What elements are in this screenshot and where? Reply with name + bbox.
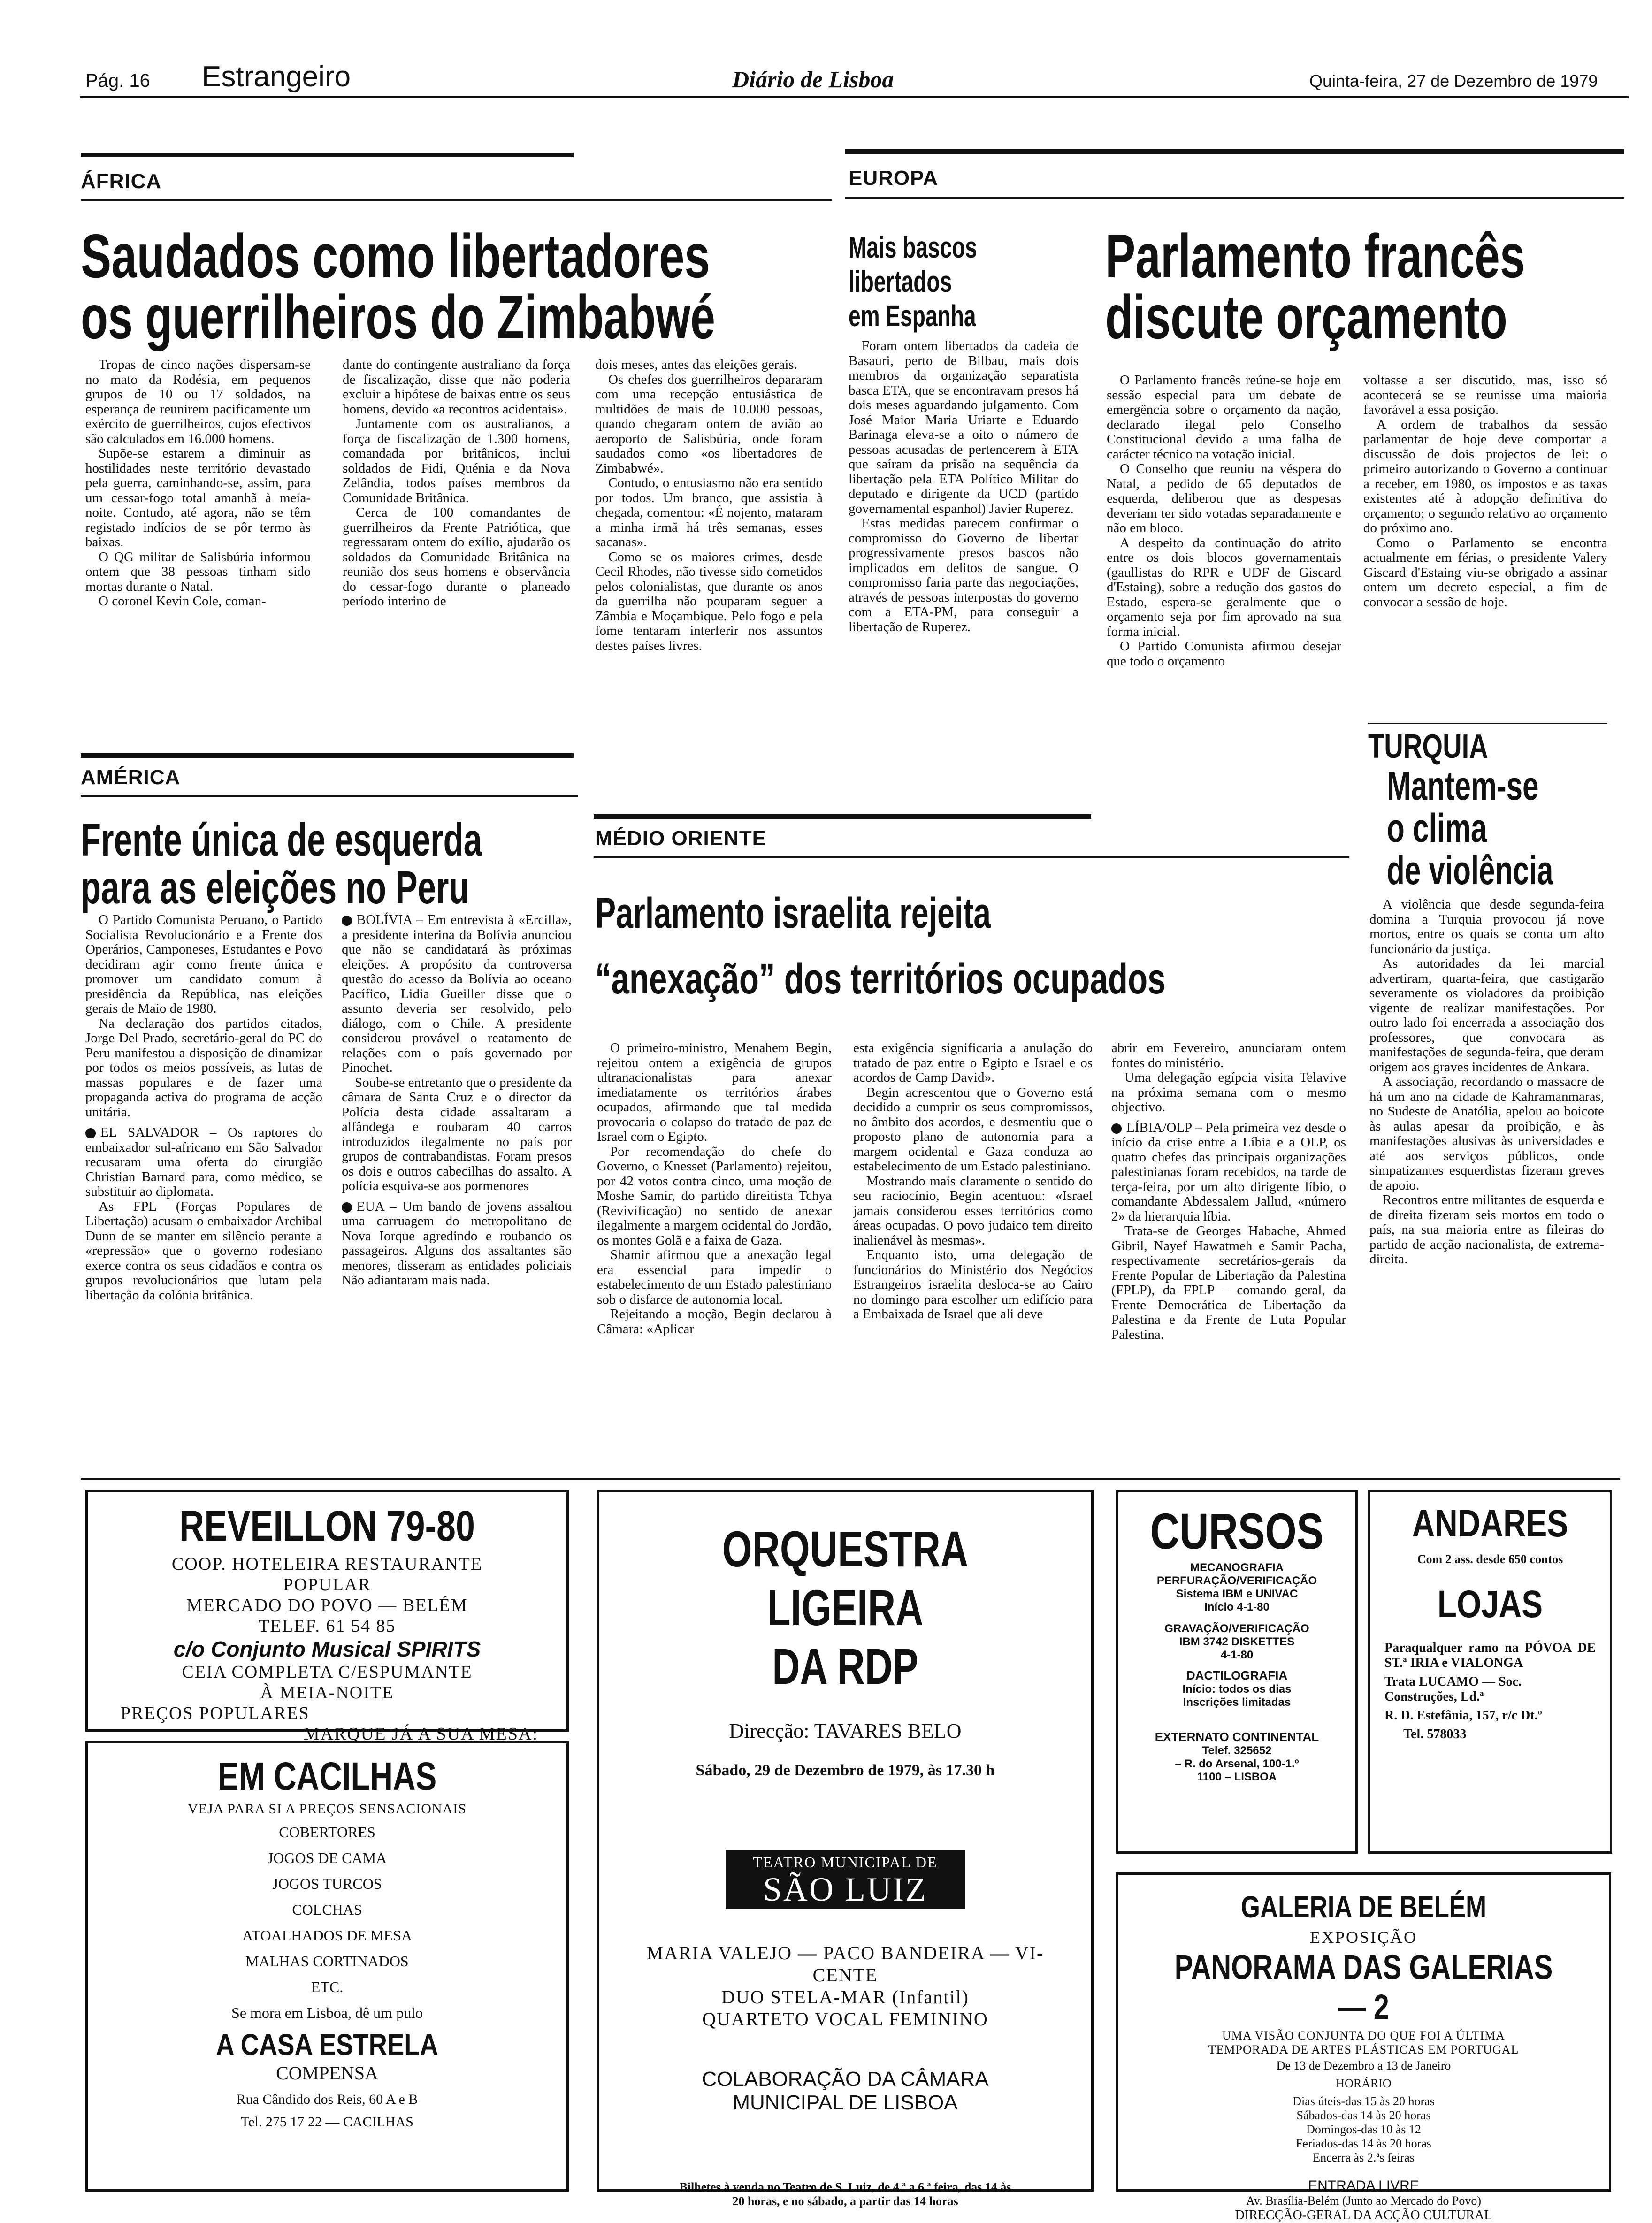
europa-rule (845, 149, 1624, 154)
medio-rule-2 (594, 856, 1349, 858)
africa-rule (81, 153, 574, 157)
africa-col-3: dois meses, antes das eleições gerais. Os chefes dos guerrilheiros depararam com uma recepção entusiástica de multidões de mais de 10.000 pessoas, quando chegaram ontem de avião ao aeroporto de Salisbúria, onde foram saudados como «os libertadores de Zimbabwé». Contudo, o entusiasmo não era sentido por todos. Um branco, que assistia à chegada, comentou: «É nojento, mataram a minha irmã há três semanas, esses sacanas». Como se os maiores crimes, desde Cecil Rhodes, não tivesse sido cometidos pelos colonialistas, que durante os anos da guerrilha não pouparam seguer a Zâmbia e Moçambique. Pelo fogo e pela fome tentaram interferir nos assuntos destes países livres. (595, 357, 823, 653)
theatre-logo: TEATRO MUNICIPAL DE SÃO LUIZ (726, 1850, 965, 1909)
page-number: Pág. 16 (85, 70, 150, 91)
ad-orquestra: ORQUESTRA LIGEIRA DA RDP Direcção: TAVARES BELO Sábado, 29 de Dezembro de 1979, às 17.30 h TEATRO MUNICIPAL DE SÃO LUIZ MARIA VALEJO — PACO BANDEIRA — VI- CENTE DUO STELA-MAR (Infantil) QUARTETO VOCAL FEMININO COLABORAÇÃO DA CÂMARA MUNICIPAL DE LISBOA Bilhetes à venda no Teatro de S. Luiz, de 4.ª a 6.ª feira, das 14 às 20 horas, e no sábado, a partir das 14 horas (597, 1490, 1094, 2192)
franca-col-1: O Parlamento francês reúne-se hoje em sessão especial para um debate de emergência sobre o orçamento da nação, declarado ilegal pelo Conselho Constitucional devido a uma falha de carácter técnico na votação inicial. O Conselho que reuniu na véspera do Natal, a pedido de 65 deputados de esquerda, deliberou que as despesas deveriam ter sido votadas separadamente e não em bloco. A despeito da continuação do atrito entre os dois blocos governamentais (gaullistas do RPR e UDF de Giscard d'Estaing), sobre a redução dos gastos do Estado, espera-se geralmente que o orçamento seja por fim aprovado na sua forma inicial. O Partido Comunista afirmou desejar que todo o orçamento (1107, 373, 1341, 669)
america-section-label: AMÉRICA (81, 766, 181, 789)
medio-section-label: MÉDIO ORIENTE (595, 827, 767, 850)
section-name: Estrangeiro (202, 61, 351, 93)
turquia-body: A violência que desde segunda-feira domina a Turquia provocou já nove mortos, entre os quais se conta um alto funcionário da justiça. As autoridades da lei marcial advertiram, quarta-feira, que castigarão severamente os violadores da proibição vigente de realizar manifestações. Por outro lado foi encerrada a associação dos professores, que convocara as manifestações de segunda-feira, que deram origem aos graves incidentes de Ankara. A associação, recordando o massacre de há um ano na cidade de Kahramanmaras, no Sudeste de Anatólia, apelou ao boicote às aulas apesar da proibição, e às manifestações alusivas às universidades e até aos serviços públicos, onde simpatizantes esquerdistas fizeram greves de apoio. Recontros entre militantes de esquerda e de direita fizeram seis mortos em todo o país, na sua maioria entre as fileiras do partido de acção nacionalista, de extrema-direita. (1369, 897, 1605, 1267)
ad-galeria: GALERIA DE BELÉM EXPOSIÇÃO PANORAMA DAS GALERIAS — 2 UMA VISÃO CONJUNTA DO QUE FOI A ÚLTIMA TEMPORADA DE ARTES PLÁSTICAS EM PORTUGAL De 13 de Dezembro a 13 de Janeiro HORÁRIO Dias úteis-das 15 às 20 horas Sábados-das 14 às 20 horas Domingos-das 10 às 12 Feriados-das 14 às 20 horas Encerra às 2.ªs feiras ENTRADA LIVRE Av. Brasília-Belém (Junto ao Mercado do Povo) DIRECÇÃO-GERAL DA ACÇÃO CULTURAL (1116, 1872, 1611, 2192)
medio-col-1: O primeiro-ministro, Menahem Begin, rejeitou ontem a exigência de grupos ultranacionalistas para anexar imediatamente os territórios árabes ocupados, afirmando que tal medida provocaria o colapso do tratado de paz de Israel com o Egipto. Por recomendação do chefe do Governo, o Knesset (Parlamento) rejeitou, por 42 votos contra cinco, uma moção de Moshe Samir, do partido direitista Tchya (Revivificação) no sentido de anexar ilegalmente a margem ocidental do Jordão, os montes Golã e a faixa de Gaza. Shamir afirmou que a anexação legal era essencial para impedir o estabelecimento de um Estado palestiniano sob o disfarce de autonomia local. Rejeitando a moção, Begin declarou à Câmara: «Aplicar (597, 1040, 832, 1337)
turquia-section-label: TURQUIA (1368, 728, 1488, 765)
ads-top-rule (81, 1478, 1620, 1480)
america-headline-1: Frente única de esquerda (81, 814, 482, 865)
newspaper-title: Diário de Lisboa (732, 66, 894, 92)
africa-col-1: Tropas de cinco nações dispersam-se no mato da Rodésia, em pequenos grupos de 10 ou 17 soldados, na esperança de reunirem pacificamente um exército de guerrilheiros, cujos efectivos são calculados em 16.000 homens. Supõe-se estarem a diminuir as hostilidades neste território devastado pela guerra, caminhando-se, assim, para um cessar-fogo total amanhã à meia-noite. Contudo, até agora, não se têm registado indícios de se pôr termo às baixas. O QG militar de Salisbúria informou ontem que 38 pessoas tinham sido mortas durante o Natal. O coronel Kevin Cole, coman- (85, 357, 311, 609)
america-rule-2 (81, 795, 578, 797)
medio-headline-2: “anexação” dos territórios ocupados (595, 955, 1166, 1003)
africa-headline-2: os guerrilheiros do Zimbabwé (81, 283, 715, 351)
europa-rule-2 (845, 197, 1624, 199)
africa-headline-1: Saudados como libertadores (81, 222, 710, 290)
medio-col-2: esta exigência significaria a anulação do tratado de paz entre o Egipto e Israel e os acordos de Camp David». Begin acrescentou que o Governo está decidido a cumprir os seus compromissos, no âmbito dos acordos, e desmentiu que o proposto plano de autonomia para a margem ocidental e Gaza conduza ao estabelecimento de um Estado palestiniano. Mostrando mais claramente o sentido do seu raciocínio, Begin acentuou: «Israel jamais considerou esses territórios como áreas ocupadas. O povo judaico tem direito inalienável às mesmas». Enquanto isto, uma delegação de funcionários do Ministério dos Negócios Estrangeiros israelita desloca-se ao Cairo no domingo para escolher um edifício para a Embaixada de Israel que ali deve (853, 1040, 1093, 1322)
medio-headline-1: Parlamento israelita rejeita (595, 889, 991, 937)
franca-headline-1: Parlamento francês (1105, 222, 1525, 290)
bullet-icon (1111, 1123, 1122, 1134)
masthead-rule (80, 96, 1629, 98)
america-rule (81, 753, 574, 758)
america-col-2: BOLÍVIA – Em entrevista à «Ercilla», a presidente interina da Bolívia anunciou que não se candidatará às próximas eleições. A propósito da controversa questão do acesso da Bolívia ao oceano Pacífico, Lidia Gueiller disse que o assunto deveria ser resolvido, pelo diálogo, com o Chile. A presidente considerou provável o reatamento de relações com o país governado por Pinochet. Soube-se entretanto que o presidente da câmara de Santa Cruz e o director da Polícia desta cidade assaltaram a alfândega e roubaram 40 carros introduzidos ilegalmente no país por grupos de contrabandistas. Foram presos os dois e outros cabecilhas do assalto. A polícia esquiva-se aos pormenores EUA – Um bando de jovens assaltou uma carruagem do metropolitano de Nova Iorque agredindo e roubando os passageiros. Alguns dos assaltantes são menores, disseram as entidades policiais Não adiantaram mais nada. (342, 912, 572, 1288)
turquia-rule (1368, 723, 1607, 724)
europa-section-label: EUROPA (849, 167, 938, 190)
franca-headline-2: discute orçamento (1105, 283, 1507, 351)
issue-date: Quinta-feira, 27 de Dezembro de 1979 (1309, 71, 1598, 91)
bascos-body: Foram ontem libertados da cadeia de Basauri, perto de Bilbau, mais dois membros da organização separatista basca ETA, que se encontravam presos há dois meses aguardando julgamento. Com José Maior Maria Uriarte e Eduardo Barinaga eleva-se a oito o número de pessoas acusadas de pertencerem à ETA que saíram da prisão na sequência da libertação pela ETA Político Militar do deputado e dirigente da UCD (partido governamental espanhol) Javier Ruperez. Estas medidas parecem confirmar o compromisso do Governo de libertar progressivamente presos bascos não implicados em delitos de sangue. O compromisso faria parte das negociações, através de pessoas interpostas do governo com a ETA-PM, para conseguir a libertação de Ruperez. (849, 338, 1078, 634)
ad-reveillon: REVEILLON 79-80 COOP. HOTELEIRA RESTAURANTE POPULAR MERCADO DO POVO — BELÉM TELEF. 61 54 85 c/o Conjunto Musical SPIRITS CEIA COMPLETA C/ESPUMANTE À MEIA-NOITE PREÇOS POPULARES MARQUE JÁ A SUA MESA: (85, 1490, 569, 1732)
franca-col-2: voltasse a ser discutido, mas, isso só acontecerá se se reunisse uma maioria favorável a essa posição. A ordem de trabalhos da sessão parlamentar de hoje deve comportar a discussão de dois projectos de lei: o primeiro autorizando o Governo a continuar a receber, em 1980, os impostos e as taxas existentes até à adopção definitiva do orçamento; o segundo relativo ao orçamento do próximo ano. Como o Parlamento se encontra actualmente em férias, o presidente Valery Giscard d'Estaing viu-se obrigado a assinar ontem um decreto especial, a fim de convocar a sessão de hoje. (1363, 373, 1607, 610)
bullet-icon (342, 916, 352, 926)
bullet-icon (85, 1128, 96, 1138)
america-headline-2: para as eleições no Peru (81, 862, 469, 913)
ad-cacilhas: EM CACILHAS VEJA PARA SI A PREÇOS SENSACIONAIS COBERTORES JOGOS DE CAMA JOGOS TURCOS COLCHAS ATOALHADOS DE MESA MALHAS CORTINADOS ETC. Se mora em Lisboa, dê um pulo A CASA ESTRELA COMPENSA Rua Cândido dos Reis, 60 A e B Tel. 275 17 22 — CACILHAS (85, 1741, 569, 2192)
africa-rule-2 (81, 199, 832, 201)
africa-section-label: ÁFRICA (81, 170, 162, 193)
ad-cursos: CURSOS MECANOGRAFIA PERFURAÇÃO/VERIFICAÇÃO Sistema IBM e UNIVAC Início 4-1-80 GRAVAÇÃO/VERIFICAÇÃO IBM 3742 DISKETTES 4-1-80 DACTILOGRAFIA Início: todos os dias Inscrições limitadas EXTERNATO CONTINENTAL Telef. 325652 – R. do Arsenal, 100-1.º 1100 – LISBOA (1116, 1490, 1358, 1854)
medio-col-3: abrir em Fevereiro, anunciaram ontem fontes do ministério. Uma delegação egípcia visita Telavive na próxima semana com o mesmo objectivo. LÍBIA/OLP – Pela primeira vez desde o início da crise entre a Líbia e a OLP, os quatro chefes das principais organizações palestinianas foram recebidos, na tarde de terça-feira, por um alto dirigente líbio, o comandante Abdessalem Jallud, «número 2» da hierarquia líbia. Trata-se de Georges Habache, Ahmed Gibril, Nayef Hawatmeh e Samir Pacha, respectivamente secretários-gerais da Frente Popular de Libertação da Palestina (FPLP), da FPLP – comando geral, da Frente Democrática de Libertação da Palestina e da Frente de Luta Popular Palestina. (1111, 1040, 1346, 1342)
bullet-icon (342, 1202, 352, 1213)
medio-rule (594, 814, 1091, 819)
africa-col-2: dante do contingente australiano da força de fiscalização, disse que não poderia excluir a hipótese de baixas entre os seus homens, devido «a recontros acidentais». Juntamente com os australianos, a força de fiscalização de 1.300 homens, comandada por britânicos, inclui soldados de Fidi, Quénia e da Nova Zelândia, todos países membros da Comunidade Britânica. Cerca de 100 comandantes de guerrilheiros da Frente Patriótica, que regressaram ontem do exílio, ajudarão os soldados da Comunidade Britânica na reunião dos seus homens e observância do cessar-fogo durante o planeado período interino de (343, 357, 570, 609)
ad-andares: ANDARES Com 2 ass. desde 650 contos LOJAS Paraqualquer ramo na PÓVOA DE ST.ª IRIA e VIALONGA Trata LUCAMO — Soc. Construções, Ld.ª R. D. Estefânia, 157, r/c Dt.º Tel. 578033 (1368, 1490, 1612, 1854)
america-col-1: O Partido Comunista Peruano, o Partido Socialista Revolucionário e a Frente dos Operários, Camponeses, Estudantes e Povo decidiram agir como frente única e promover um candidato comum à presidência da República, nas eleições gerais de Maio de 1980. Na declaração dos partidos citados, Jorge Del Prado, secretário-geral do PC do Peru manifestou a disposição de dinamizar por todos os meios possíveis, as lutas de massas populares e de fazer uma propaganda activa do programa de acção unitária. EL SALVADOR – Os raptores do embaixador sul-africano em São Salvador recusaram uma oferta do cirurgião Christian Barnard para, como médico, se substituir ao diplomata. As FPL (Forças Populares de Libertação) acusam o embaixador Archibal Dunn de se manter em silêncio perante a «repressão» que o governo rodesiano exerce contra os seus cidadãos e contra os grupos revolucionários que lutam pela libertação da colónia britânica. (85, 912, 322, 1303)
masthead (0, 0, 1652, 101)
